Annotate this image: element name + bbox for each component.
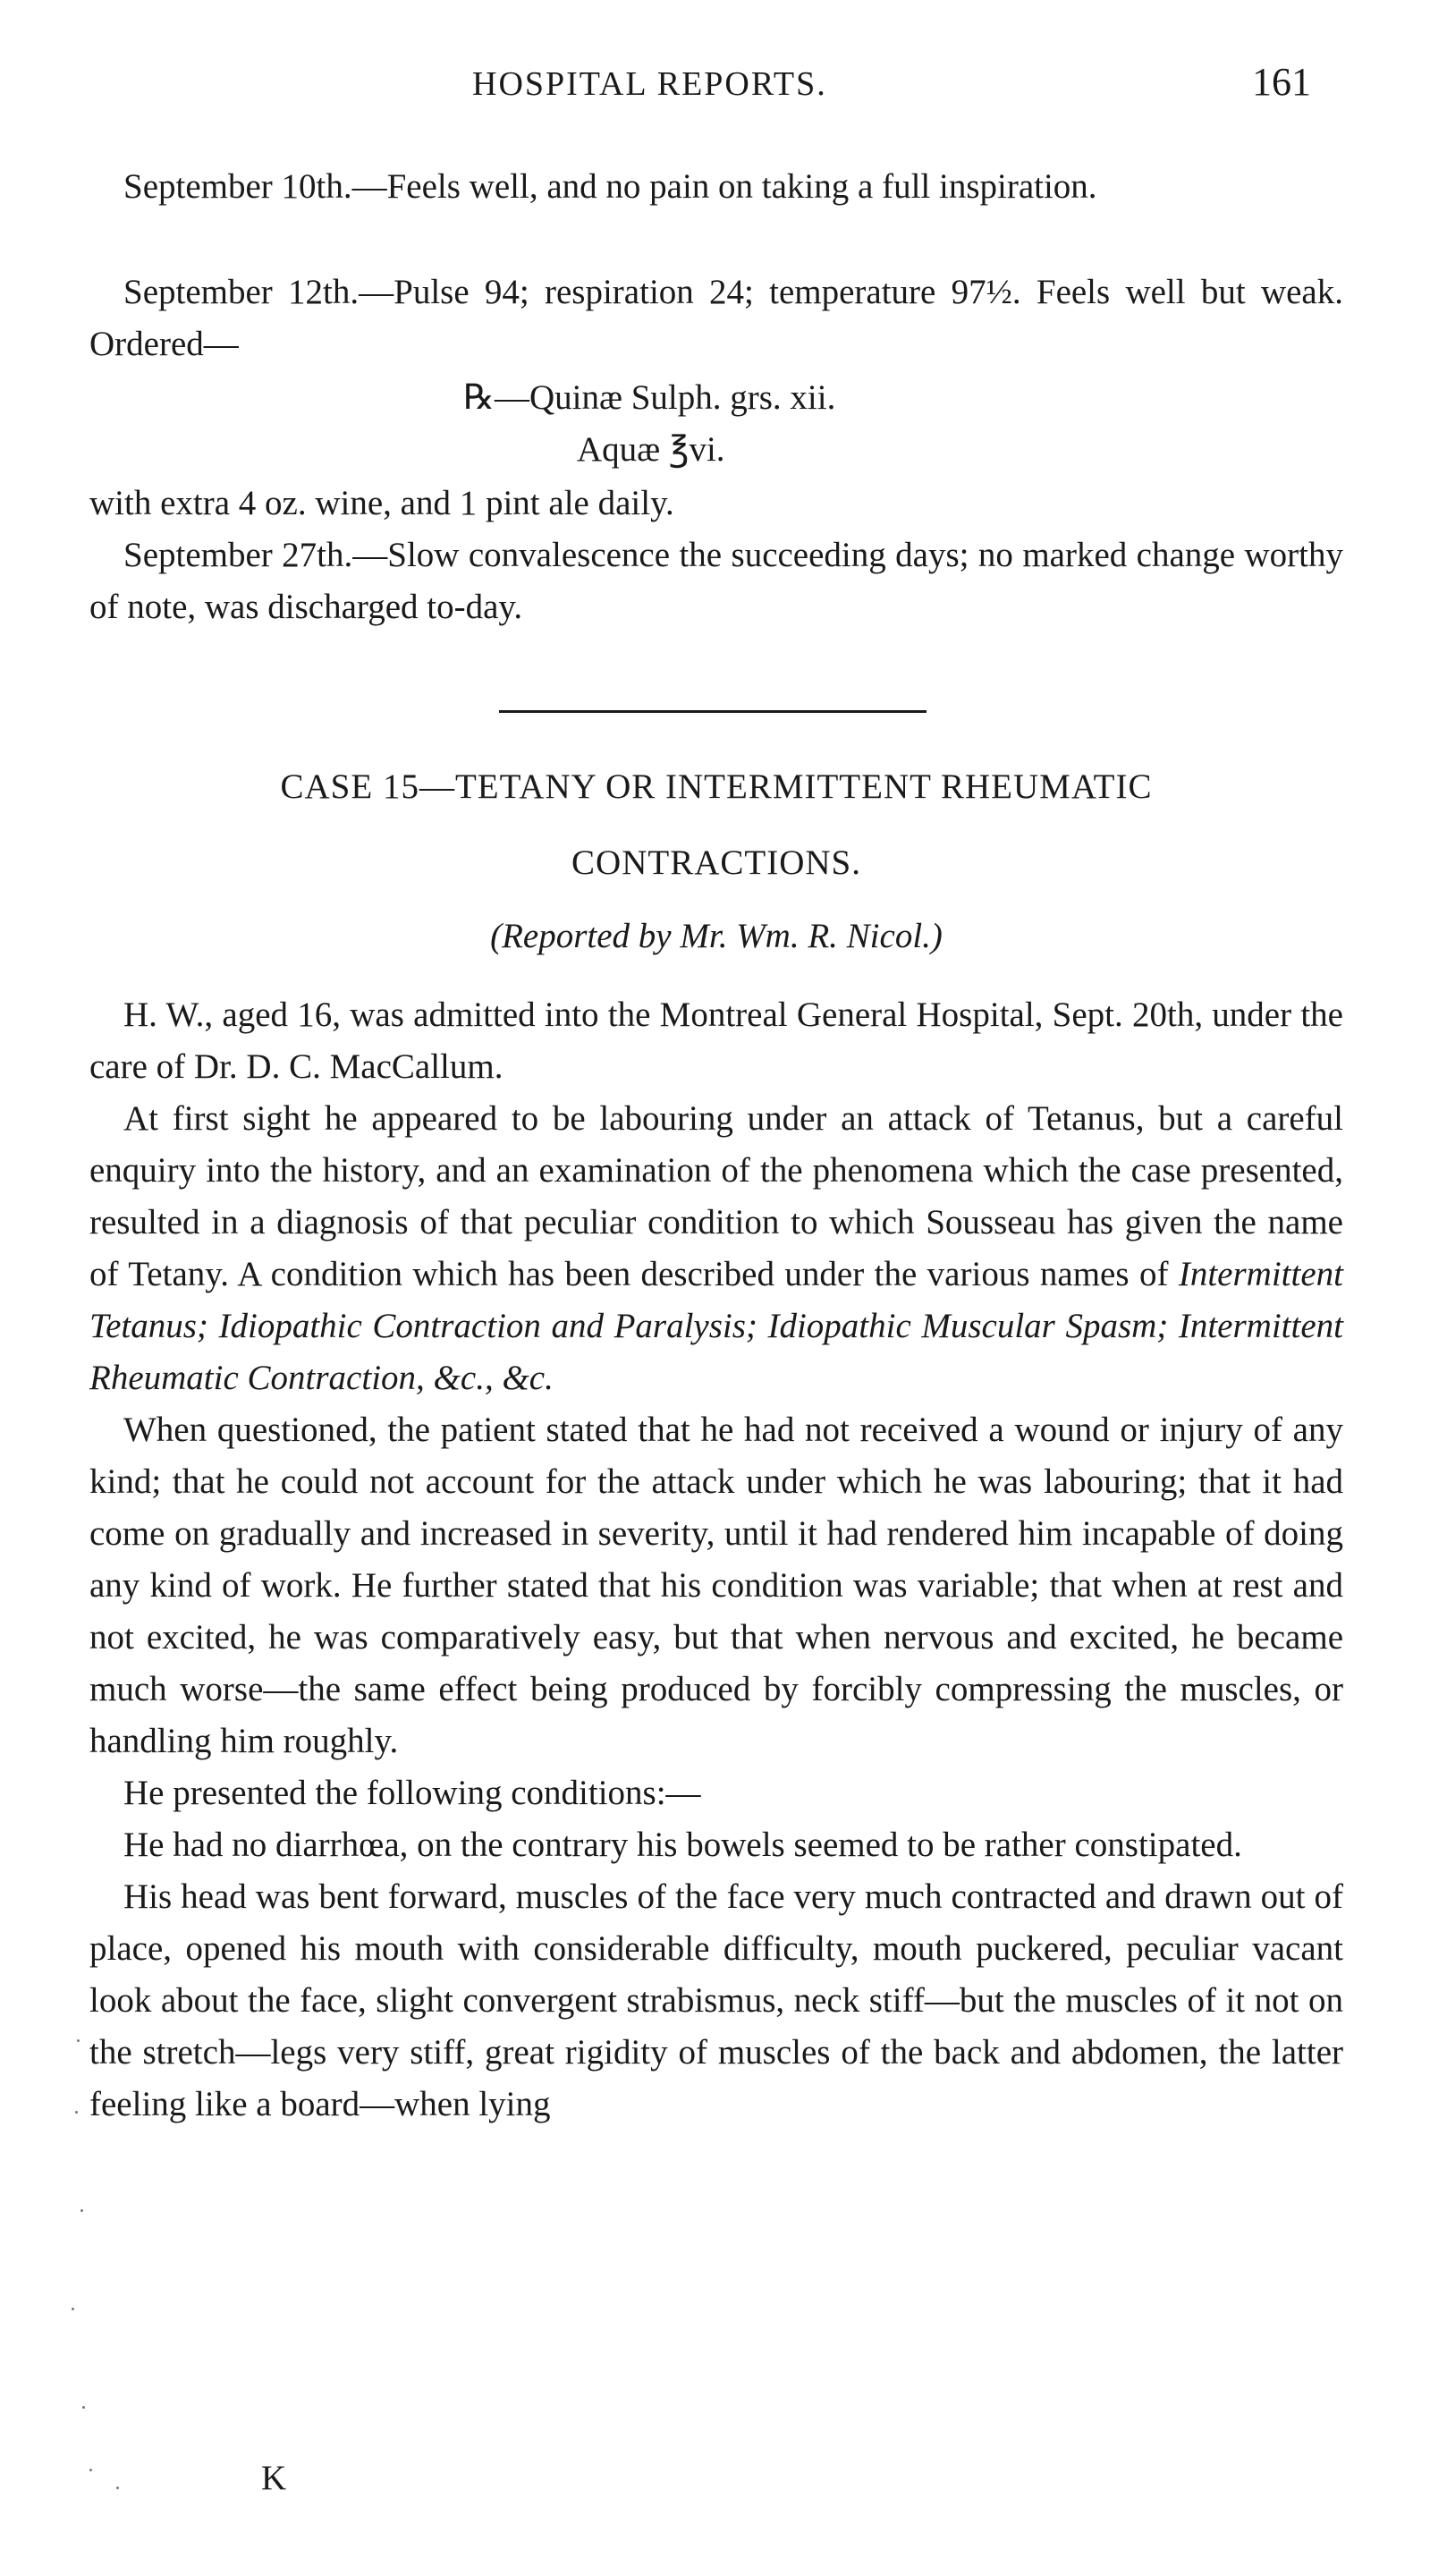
condition-names: Intermittent Tetanus; Idiopathic Contraction and Paralysis; Idiopathic Muscular Spasm; Intermittent Rheumatic Contraction, <box>89 1255 1343 1397</box>
paragraph-history: When questioned, the patient stated that he had not received a wound or injury of any kind; that he could not account for the attack under which he was labouring; that it had come on gradually and increased in severity, until it had rendered him incapable of doing any kind of work. He further stated that his condition was variable; that when at rest and not excited, he was comparatively easy, but that when nervous and excited, he became much worse—the same effect being produced by forcibly compressing the muscles, or handling him roughly. <box>89 1411 1343 1760</box>
running-title: HOSPITAL REPORTS. <box>472 65 827 103</box>
entry-sep-27 <box>89 530 1343 633</box>
diagnosis-text: At first sight he appeared to be labouring under an attack of Tetanus, but a careful enquiry into the history, and an examination of the phenomena which the case presented, resulted in a diagnosis of that peculiar condition to which Sousseau has given the name of Tetany. A condition which has been described under the various names of <box>89 1099 1343 1293</box>
entry-sep-12 <box>89 267 1343 370</box>
paragraph-admission: H. W., aged 16, was admitted into the Montreal General Hospital, Sept. 20th, under the care of Dr. D. C. MacCallum. <box>89 996 1343 1086</box>
paragraph-conditions-intro: He presented the following conditions:— <box>123 1774 701 1812</box>
diagnosis-spacer <box>425 1359 434 1397</box>
signature-mark: K <box>261 2459 287 2497</box>
paragraph-sep-27: September 27th.—Slow convalescence the succeeding days; no marked change worthy of note, was discharged to-day. <box>89 536 1343 626</box>
paragraph-sep-12: September 12th.—Pulse 94; respiration 24; temperature 97½. Feels well but weak. Ordered— <box>89 273 1343 363</box>
case-body <box>89 989 1343 2131</box>
prescription-line-2: Aquæ ℥vi. <box>577 430 725 469</box>
paragraph-wine: with extra 4 oz. wine, and 1 pint ale daily. <box>89 484 674 522</box>
etcetera: &c., &c. <box>433 1359 554 1397</box>
entry-sep-10 <box>89 161 1343 213</box>
prescription-line-1: ℞—Quinæ Sulph. grs. xii. <box>463 378 836 417</box>
paragraph-bowels: He had no diarrhœa, on the contrary his bowels seemed to be rather constipated. <box>123 1826 1242 1864</box>
case-reporter: (Reported by Mr. Wm. R. Nicol.) <box>490 917 943 955</box>
entry-wine <box>89 478 1343 530</box>
paragraph-physical-signs: His head was bent forward, muscles of the face very much contracted and drawn out of place, opened his mouth with considerable difficulty, mouth puckered, peculiar vacant look about the face, slight convergent strabismus, neck stiff—but the muscles of it not on the stretch—legs very stiff, great rigidity of muscles of the back and abdomen, the latter feeling like a board—when lying <box>89 1877 1343 2123</box>
page-number: 161 <box>1252 60 1311 104</box>
case-heading-line-2: CONTRACTIONS. <box>571 843 861 882</box>
case-heading-line-1: CASE 15—TETANY OR INTERMITTENT RHEUMATIC <box>280 767 1153 806</box>
paragraph-sep-10: September 10th.—Feels well, and no pain on taking a full inspiration. <box>123 167 1097 206</box>
running-head <box>0 60 1430 118</box>
paragraph-diagnosis <box>89 1093 1343 1404</box>
section-divider <box>499 710 927 713</box>
